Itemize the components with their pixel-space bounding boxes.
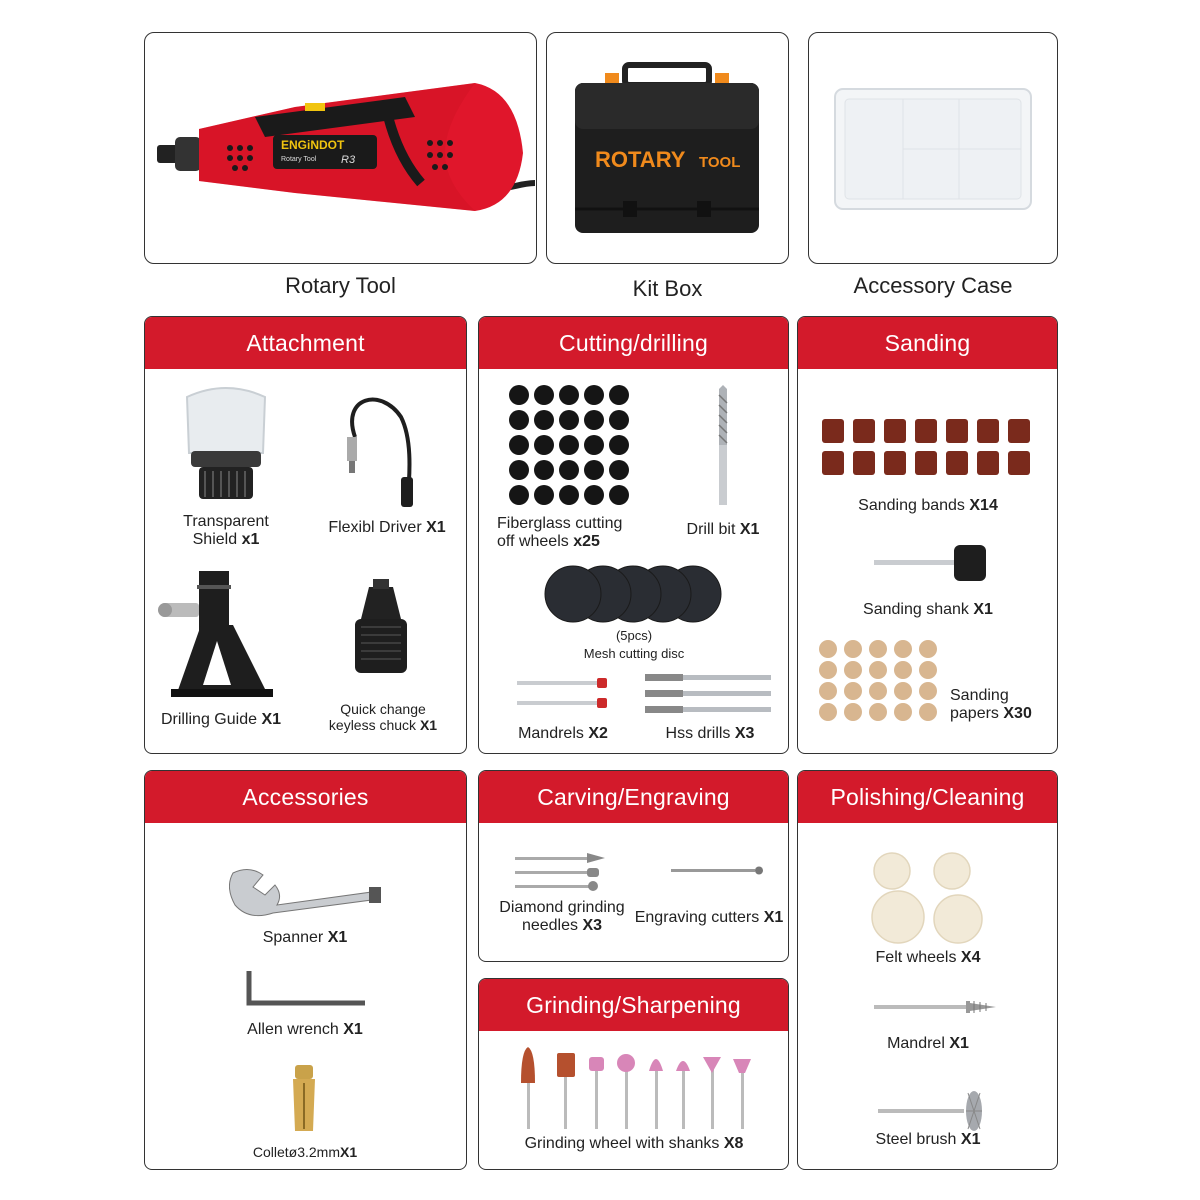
spanner-label: Spanner X1 (262, 929, 348, 946)
grinding-panel-title: Grinding/Sharpening (479, 979, 788, 1031)
sanding-panel (797, 316, 1058, 754)
spanner-image (229, 865, 385, 921)
steel-brush-image (876, 1089, 1000, 1133)
mandrels-image (513, 675, 613, 715)
drill-bit-label: Drill bit X1 (686, 521, 760, 538)
felt-wheels-label: Felt wheels X4 (875, 949, 981, 966)
sanding-shank-label: Sanding shank X1 (863, 601, 993, 618)
carving-panel (478, 770, 789, 962)
engraving-cutter-label: Engraving cutters X1 (634, 909, 784, 926)
cutting-drilling-panel (478, 316, 789, 754)
collet-label: Colletø3.2mmX1 (252, 1144, 358, 1160)
collet-image (287, 1063, 321, 1133)
flexible-driver-image (341, 387, 421, 507)
grinding-wheels-image (515, 1047, 755, 1131)
attachment-panel-title: Attachment (145, 317, 466, 369)
sanding-papers-label: Sanding papers X30 (950, 687, 1032, 722)
mesh-disc-label: (5pcs) Mesh cutting disc (583, 628, 685, 661)
grinding-panel (478, 978, 789, 1170)
rotary-tool-image (145, 33, 535, 263)
cutoff-wheels-image (507, 383, 631, 507)
diamond-needles-image (513, 853, 609, 893)
brand-sub-text: Rotary Tool (281, 156, 317, 163)
engraving-cutter-image (669, 865, 765, 877)
sanding-shank-image (872, 543, 990, 583)
transparent-shield-image (171, 383, 281, 503)
keyless-chuck-image (343, 579, 419, 689)
kit-box-caption: Kit Box (632, 276, 703, 301)
sanding-panel-title: Sanding (798, 317, 1057, 369)
polishing-panel (797, 770, 1058, 1170)
kit-box-image (547, 33, 787, 263)
flexible-driver-label: Flexibl Driver X1 (328, 519, 446, 536)
mandrels-label: Mandrels X2 (518, 725, 608, 742)
keyless-chuck-label: Quick change keyless chuck X1 (328, 701, 438, 733)
hss-drills-label: Hss drills X3 (665, 725, 755, 742)
polishing-panel-title: Polishing/Cleaning (798, 771, 1057, 823)
accessories-panel-title: Accessories (145, 771, 466, 823)
accessories-panel (144, 770, 467, 1170)
diamond-needles-label: Diamond grinding needles X3 (499, 899, 625, 934)
cutoff-wheels-label: Fiberglass cutting off wheels x25 (497, 515, 623, 550)
kit-box-text-sub: TOOL (699, 154, 741, 171)
grinding-wheels-label: Grinding wheel with shanks X8 (524, 1135, 744, 1152)
mandrel-label: Mandrel X1 (887, 1035, 969, 1052)
kit-box-text-main: ROTARY (595, 147, 686, 172)
sanding-bands-label: Sanding bands X14 (858, 497, 998, 514)
mesh-disc-image (543, 559, 723, 629)
drill-bit-image (711, 385, 735, 507)
rotary-tool-caption: Rotary Tool (285, 273, 396, 298)
hss-drills-image (639, 671, 773, 719)
sanding-papers-image (818, 639, 942, 723)
model-text: R3 (341, 154, 356, 166)
drilling-guide-label: Drilling Guide X1 (160, 711, 282, 728)
sanding-bands-image (820, 417, 1036, 479)
attachment-panel (144, 316, 467, 754)
allen-wrench-label: Allen wrench X1 (247, 1021, 363, 1038)
kit-box-card (546, 32, 789, 264)
accessory-case-caption: Accessory Case (853, 273, 1013, 298)
accessory-case-card (808, 32, 1058, 264)
transparent-shield-label: Transparent Shield x1 (183, 513, 269, 548)
allen-wrench-image (243, 969, 369, 1011)
accessory-case-image (809, 33, 1056, 263)
steel-brush-label: Steel brush X1 (875, 1131, 981, 1148)
felt-wheels-image (870, 851, 988, 947)
carving-panel-title: Carving/Engraving (479, 771, 788, 823)
brand-text: ENGiNDOT (281, 138, 345, 152)
drilling-guide-image (157, 565, 287, 701)
mandrel-image (872, 995, 1000, 1019)
rotary-tool-card (144, 32, 537, 264)
cutting-drilling-panel-title: Cutting/drilling (479, 317, 788, 369)
